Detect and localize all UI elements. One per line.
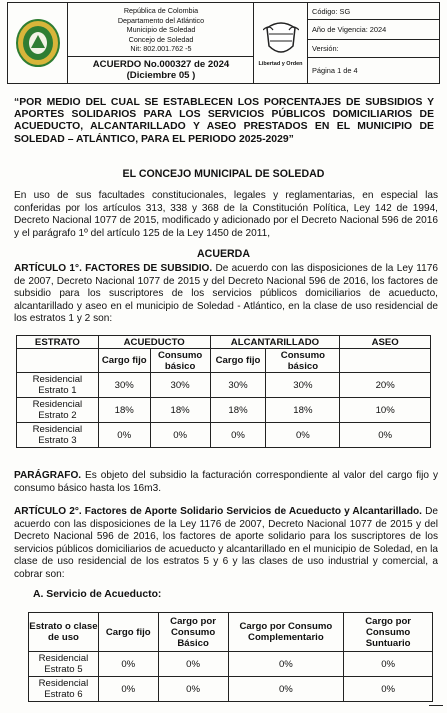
row-estrato: Residencial Estrato 1 (17, 373, 99, 398)
col-estrato-clase: Estrato o clase de uso (29, 613, 99, 652)
colombia-shield-icon (263, 20, 299, 60)
table-row (29, 652, 433, 677)
value-cell: 18% (266, 398, 340, 423)
article-1-text: De acuerdo con las disposiciones de la Ley 1176 de 2007, Decreto Nacional 1077 de 2015 y del Decreto Nacional 596 de 2016, los factores de subsidio para los suscriptores de los servicios públicos domiciliarios de acueducto, alcantarillado y aseo en el municipio de Soledad - Atlántico, en la clase de uso residencial de los estratos 1 y 2 son: (14, 263, 438, 325)
table-row (29, 677, 433, 702)
col-cargo-fijo: Cargo fijo (98, 613, 158, 652)
empty-cell (340, 349, 431, 373)
col-consumo-complementario: Cargo por Consumo Complementario (228, 613, 344, 652)
solidarity-table (28, 612, 433, 702)
value-cell: 0% (158, 677, 228, 702)
acuerda-heading: ACUERDA (197, 248, 250, 260)
council-heading: EL CONCEJO MUNICIPAL DE SOLEDAD (122, 168, 325, 180)
value-cell: 0% (98, 423, 150, 448)
document-header (7, 2, 440, 84)
value-cell: 0% (210, 423, 266, 448)
table-row (17, 423, 431, 448)
preamble-paragraph: En uso de sus facultades constitucionales, legales y reglamentarias, en especial las conferidas por los artículos 313, 338 y 368 de la Constitución Política, Ley 142 de 1994, Decreto Nacional 1077 de 2015, modificado y adicionado por el Decreto Nacional 596 de 2016 y el parágrafo 1º del artículo 125 de la Ley 1450 de 2011, (14, 190, 438, 239)
paragrafo (14, 470, 438, 495)
row-estrato: Residencial Estrato 5 (29, 652, 99, 677)
doc-page-number: Página 1 de 4 (312, 66, 358, 75)
value-cell: 20% (340, 373, 431, 398)
article-2-label: ARTÍCULO 2°. Factores de Aporte Solidario Servicios de Acueducto y Alcantarillado. (14, 506, 422, 517)
value-cell: 0% (150, 423, 210, 448)
value-cell: 10% (340, 398, 431, 423)
value-cell: 0% (228, 677, 344, 702)
doc-code: Código: SG (308, 3, 439, 20)
document-title: “POR MEDIO DEL CUAL SE ESTABLECEN LOS PORCENTAJES DE SUBSIDIOS Y APORTES SOLIDARIOS PARA LOS SERVICIOS PÚBLICOS DOMICILIARIOS DE ACUEDUCTO, ALCANTARILLADO Y ASEO PRESTADOS EN EL MUNICIPIO DE SOLEDAD – ATLÁNTICO, PARA EL PERIODO 2025-2029” (14, 97, 434, 145)
col-acueducto: ACUEDUCTO (98, 336, 210, 349)
issuer-block (68, 3, 254, 83)
empty-cell (17, 349, 99, 373)
col-consumo-suntuario: Cargo por Consumo Suntuario (344, 613, 433, 652)
value-cell: 0% (344, 677, 433, 702)
col-aseo: ASEO (340, 336, 431, 349)
paragrafo-label: PARÁGRAFO. (14, 470, 82, 481)
value-cell: 0% (98, 677, 158, 702)
col-cargo-fijo: Cargo fijo (98, 349, 150, 373)
doc-validity: Año de Vigencia: 2024 (308, 20, 439, 40)
document-control (308, 3, 439, 83)
section-a-heading: A. Servicio de Acueducto: (33, 589, 162, 600)
value-cell: 30% (98, 373, 150, 398)
doc-version: Versión: (308, 40, 439, 58)
article-2-text: De acuerdo con las disposiciones de la Ley 1176 de 2007, Decreto Nacional 1077 de 2015 y del Decreto Nacional 596 de 2016, los factores de aporte solidario para los suscriptores de los servicios públicos domiciliarios de acueducto y alcantarillado en el municipio de Soledad, en la clase de uso residencial de los estratos 5 y 6 y las clases de uso industrial y comercial, a cobrar son: (14, 506, 438, 580)
issuer-line: Nit: 802.001.762 -5 (130, 44, 192, 54)
motto: Libertad y Orden (258, 60, 303, 67)
article-1-label: ARTÍCULO 1°. FACTORES DE SUBSIDIO. (14, 263, 213, 274)
soledad-seal-icon (15, 18, 61, 68)
article-1 (14, 263, 438, 326)
value-cell: 18% (210, 398, 266, 423)
issuer-line: Departamento del Atlántico (117, 15, 205, 25)
col-alcantarillado: ALCANTARILLADO (210, 336, 340, 349)
continuation-mark (429, 705, 443, 706)
value-cell: 0% (228, 652, 344, 677)
article-2 (14, 506, 438, 582)
value-cell: 30% (210, 373, 266, 398)
table-row (17, 398, 431, 423)
agreement-number: ACUERDO No.000327 de 2024 (92, 59, 230, 70)
subsidy-table (16, 335, 431, 448)
row-estrato: Residencial Estrato 6 (29, 677, 99, 702)
issuer-line: República de Colombia (123, 6, 199, 15)
value-cell: 0% (158, 652, 228, 677)
col-consumo-basico: Cargo por Consumo Básico (158, 613, 228, 652)
table-row (17, 373, 431, 398)
value-cell: 0% (344, 652, 433, 677)
col-estrato: ESTRATO (17, 336, 99, 349)
issuer-line: Municipio de Soledad (126, 25, 196, 35)
value-cell: 30% (150, 373, 210, 398)
municipal-logo (8, 3, 68, 83)
row-estrato: Residencial Estrato 2 (17, 398, 99, 423)
value-cell: 18% (98, 398, 150, 423)
value-cell: 0% (266, 423, 340, 448)
row-estrato: Residencial Estrato 3 (17, 423, 99, 448)
value-cell: 0% (340, 423, 431, 448)
value-cell: 18% (150, 398, 210, 423)
col-consumo-basico: Consumo básico (150, 349, 210, 373)
issuer-line: Concejo de Soledad (128, 34, 194, 44)
national-shield (254, 3, 308, 83)
paragrafo-text: Es objeto del subsidio la facturación correspondiente al valor del cargo fijo y consumo básico hasta los 16m3. (14, 470, 438, 494)
value-cell: 30% (266, 373, 340, 398)
agreement-date: (Diciembre 05 ) (126, 70, 196, 81)
col-consumo-basico: Consumo básico (266, 349, 340, 373)
col-cargo-fijo: Cargo fijo (210, 349, 266, 373)
value-cell: 0% (98, 652, 158, 677)
